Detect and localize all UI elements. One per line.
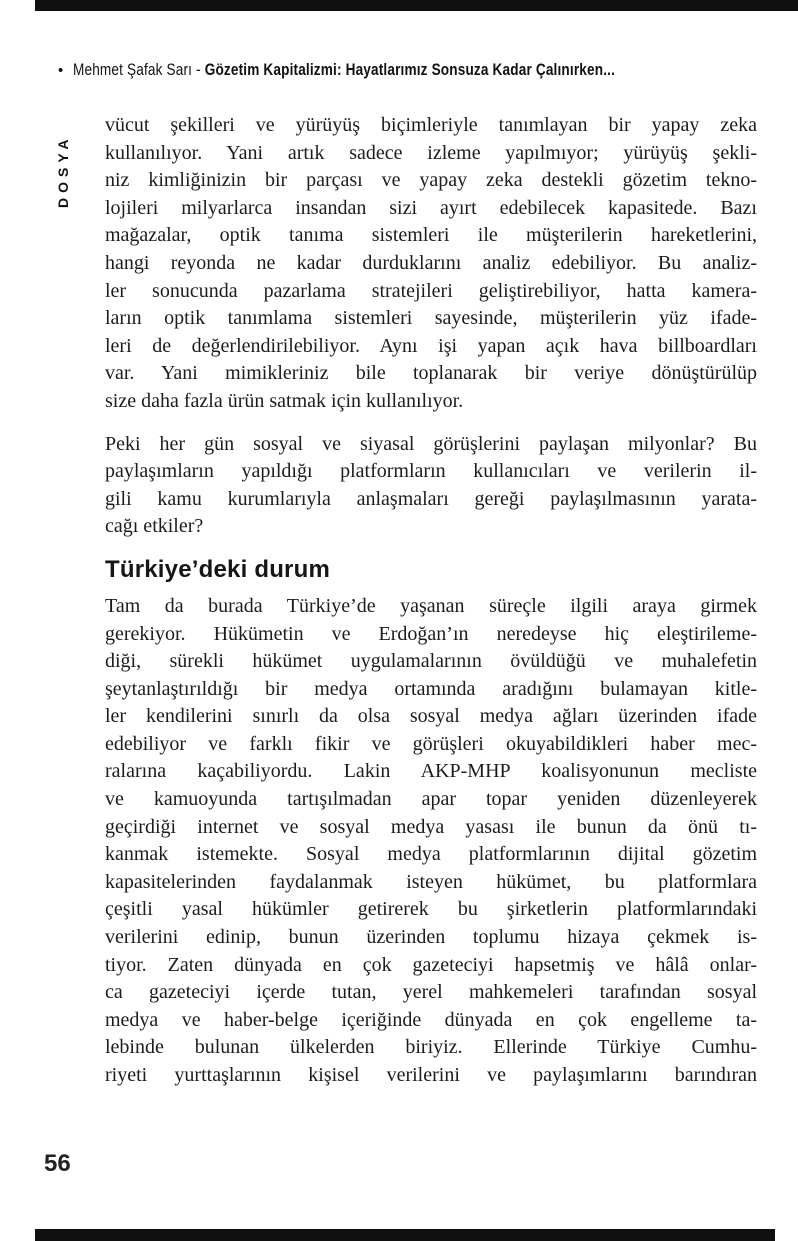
text-line: ler sonucunda pazarlama stratejileri geliştirebiliyor, hatta kamera- [105, 279, 757, 302]
text-line: var. Yani mimikleriniz bile toplanarak bir veriye dönüştürülüp [105, 362, 757, 385]
text-line: diği, sürekli hükümet uygulamalarının övüldüğü ve muhalefetin [105, 650, 757, 673]
bullet-icon: • [58, 61, 64, 79]
text-line: Peki her gün sosyal ve siyasal görüşlerini paylaşan milyonlar? Bu [105, 432, 757, 455]
text-line: size daha fazla ürün satmak için kullanılıyor. [105, 389, 464, 412]
text-line: vücut şekilleri ve yürüyüş biçimleriyle tanımlayan bir yapay zeka [105, 114, 757, 136]
text-line: lebinde bulunan ülkelerden biriyiz. Ellerinde Türkiye Cumhu- [105, 1036, 757, 1059]
text-line: leri de değerlendirilebiliyor. Aynı işi yapan açık hava billboardları [105, 334, 757, 357]
text-line: şeytanlaştırıldığı bir medya ortamında aradığını bulamayan kitle- [105, 677, 757, 700]
text-line: gerekiyor. Hükümetin ve Erdoğan’ın neredeyse hiç eleştirileme- [105, 622, 757, 645]
text-line: medya ve haber-belge içeriğinde dünyada en çok engelleme ta- [105, 1008, 757, 1031]
text-line: tiyor. Zaten dünyada en çok gazeteciyi hapsetmiş ve hâlâ onlar- [105, 953, 757, 976]
text-line: ca gazeteciyi içerde tutan, yerel mahkemeleri tarafından sosyal [105, 981, 757, 1004]
text-line: kullanılıyor. Yani artık sadece izleme yapılmıyor; yürüyüş şekli- [105, 141, 757, 164]
paragraph [105, 431, 757, 541]
text-line: riyeti yurttaşlarının kişisel verilerini ve paylaşımlarını barındıran [105, 1064, 757, 1086]
text-line: kapasitelerinden faydalanmak isteyen hükümet, bu platformlara [105, 870, 757, 893]
text-line: ların optik tanımlama sistemleri sayesinde, müşterilerin yüz ifade- [105, 307, 757, 330]
text-line: cağı etkiler? [105, 515, 204, 538]
text-line: verilerini edinip, bunun üzerinden toplumu hizaya çekmek is- [105, 926, 757, 949]
text-line: edebiliyor ve farklı fikir ve görüşleri okuyabildikleri haber mec- [105, 732, 757, 755]
article-body [105, 112, 757, 1105]
text-line: niz kimliğinizin bir parçası ve yapay zeka destekli gözetim tekno- [105, 169, 757, 192]
text-line: geçirdiği internet ve sosyal medya yasası ile bunun da önü tı- [105, 815, 757, 838]
text-line: mağazalar, optik tanıma sistemleri ile müşterilerin hareketlerini, [105, 224, 757, 247]
text-line: çeşitli yasal hükümler getirerek bu şirketlerin platformlarındaki [105, 898, 757, 921]
running-header [58, 60, 751, 80]
section-sidebar-label: DOSYA [55, 134, 71, 208]
text-line: gili kamu kurumlarıyla anlaşmaları gereği paylaşılmasının yarata- [105, 487, 757, 510]
text-line: ve kamuoyunda tartışılmadan apar topar yeniden düzenleyerek [105, 788, 757, 811]
bottom-rule [35, 1229, 775, 1241]
page-number: 56 [44, 1150, 71, 1177]
text-line: ler kendilerini sınırlı da olsa sosyal medya ağları üzerinden ifade [105, 705, 757, 728]
text-line: kanmak istemekte. Sosyal medya platformlarının dijital gözetim [105, 843, 757, 866]
text-line: paylaşımların yapıldığı platformların kullanıcıları ve verilerin il- [105, 460, 757, 483]
paragraph [105, 593, 757, 1090]
text-line: hangi reyonda ne kadar durduklarını analiz edebiliyor. Bu analiz- [105, 251, 757, 274]
author-name: Mehmet Şafak Sarı - [73, 60, 205, 79]
paragraph [105, 112, 757, 416]
top-rule [35, 0, 798, 11]
text-line: ralarına kaçabiliyordu. Lakin AKP-MHP koalisyonunun mecliste [105, 760, 757, 783]
text-line: lojileri milyarlarca insandan sizi ayırt edebilecek kapasitede. Bazı [105, 196, 757, 219]
running-header-text [73, 60, 615, 80]
text-line: Tam da burada Türkiye’de yaşanan süreçle ilgili araya girmek [105, 594, 757, 617]
book-title: Gözetim Kapitalizmi: Hayatlarımız Sonsuza Kadar Çalınırken... [204, 60, 616, 79]
section-heading: Türkiye’deki durum [105, 555, 330, 583]
